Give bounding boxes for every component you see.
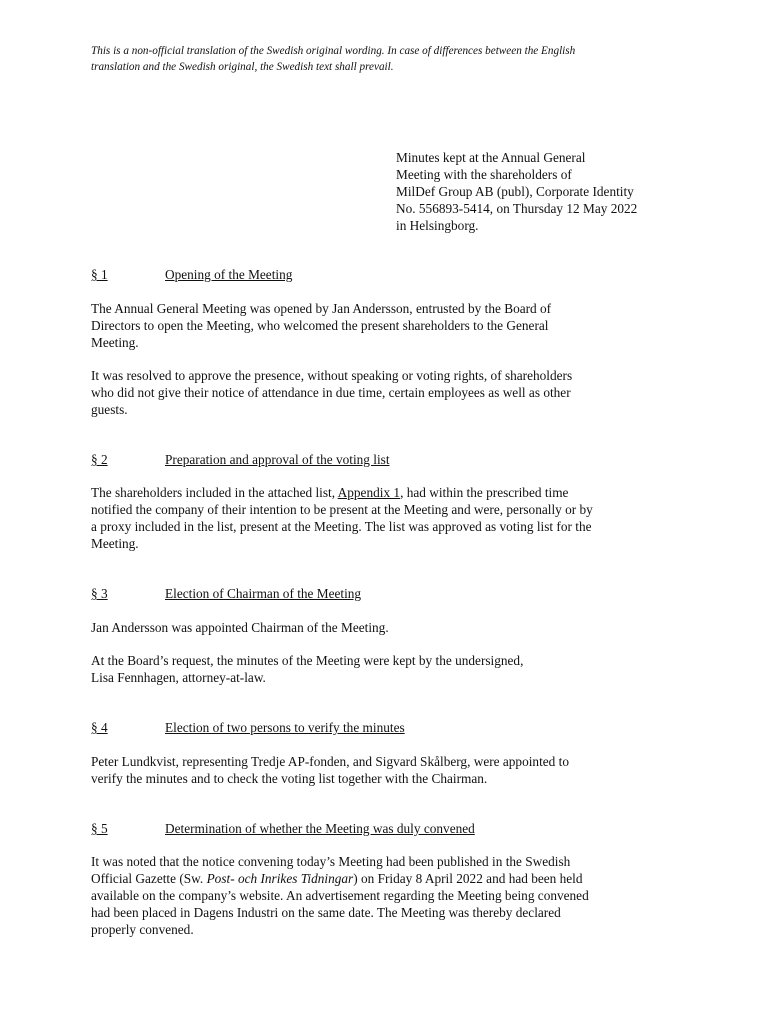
text-line [91, 484, 691, 501]
text-line: Peter Lundkvist, representing Tredje AP-fonden, and Sigvard Skålberg, were appointed to [91, 754, 569, 769]
text-line: available on the company’s website. An advertisement regarding the Meeting being convened [91, 888, 589, 903]
disclaimer-line: This is a non-official translation of the Swedish original wording. In case of differences between the English [91, 45, 576, 57]
appendix-1-link[interactable]: Appendix 1 [337, 485, 401, 500]
text-line: It was resolved to approve the presence, without speaking or voting rights, of shareholders [91, 368, 573, 383]
text-line: properly convened. [91, 922, 194, 937]
text-line: verify the minutes and to check the voting list together with the Chairman. [91, 771, 488, 786]
text-line: Meeting. [91, 335, 139, 350]
text-line: The Annual General Meeting was opened by Jan Andersson, entrusted by the Board of [91, 301, 552, 316]
text-fragment: ) on Friday 8 April 2022 and had been held [353, 871, 583, 886]
section-number: § 2 [91, 452, 108, 467]
text-line: who did not give their notice of attendance in due time, certain employees as well as other [91, 385, 571, 400]
section-5-heading [91, 820, 475, 837]
section-number: § 4 [91, 720, 108, 735]
text-fragment: Official Gazette (Sw. [91, 871, 207, 886]
intro-line: MilDef Group AB (publ), Corporate Identity [396, 184, 634, 199]
section-title: Preparation and approval of the voting list [165, 452, 390, 467]
section-5-paragraph-1 [91, 853, 691, 938]
section-title: Election of Chairman of the Meeting [165, 586, 362, 601]
section-title: Opening of the Meeting [165, 267, 293, 282]
gazette-name: Post- och Inrikes Tidningar [206, 871, 354, 886]
section-3-heading [91, 585, 361, 602]
intro-line: in Helsingborg. [396, 218, 479, 233]
section-4-heading [91, 719, 405, 736]
text-fragment: The shareholders included in the attached list, [91, 485, 338, 500]
text-line: Jan Andersson was appointed Chairman of the Meeting. [91, 620, 389, 635]
section-number: § 5 [91, 821, 108, 836]
disclaimer-line: translation and the Swedish original, the Swedish text shall prevail. [91, 61, 394, 73]
section-1-paragraph-2 [91, 367, 691, 418]
text-line: had been placed in Dagens Industri on the same date. The Meeting was thereby declared [91, 905, 561, 920]
text-line: a proxy included in the list, present at the Meeting. The list was approved as voting list for the [91, 519, 592, 534]
text-line: Meeting. [91, 536, 139, 551]
minutes-intro [396, 149, 696, 234]
text-line [91, 870, 691, 887]
text-line: Directors to open the Meeting, who welcomed the present shareholders to the General [91, 318, 549, 333]
section-4-paragraph-1 [91, 753, 691, 787]
section-title: Determination of whether the Meeting was duly convened [165, 821, 475, 836]
text-line: At the Board’s request, the minutes of the Meeting were kept by the undersigned, [91, 653, 524, 668]
section-3-paragraph-1 [91, 619, 691, 636]
text-line: notified the company of their intention to be present at the Meeting and were, personally or by [91, 502, 593, 517]
text-line: guests. [91, 402, 128, 417]
section-number: § 3 [91, 586, 108, 601]
intro-line: No. 556893-5414, on Thursday 12 May 2022 [396, 201, 638, 216]
text-line: It was noted that the notice convening today’s Meeting had been published in the Swedish [91, 854, 571, 869]
section-number: § 1 [91, 267, 108, 282]
section-title: Election of two persons to verify the minutes [165, 720, 405, 735]
section-1-heading [91, 266, 292, 283]
intro-line: Meeting with the shareholders of [396, 167, 572, 182]
text-line: Lisa Fennhagen, attorney-at-law. [91, 670, 266, 685]
translation-disclaimer [91, 43, 691, 75]
intro-line: Minutes kept at the Annual General [396, 150, 586, 165]
section-3-paragraph-2 [91, 652, 691, 686]
section-1-paragraph-1 [91, 300, 691, 351]
section-2-heading [91, 451, 390, 468]
section-2-paragraph-1 [91, 484, 691, 552]
text-fragment: , had within the prescribed time [400, 485, 569, 500]
